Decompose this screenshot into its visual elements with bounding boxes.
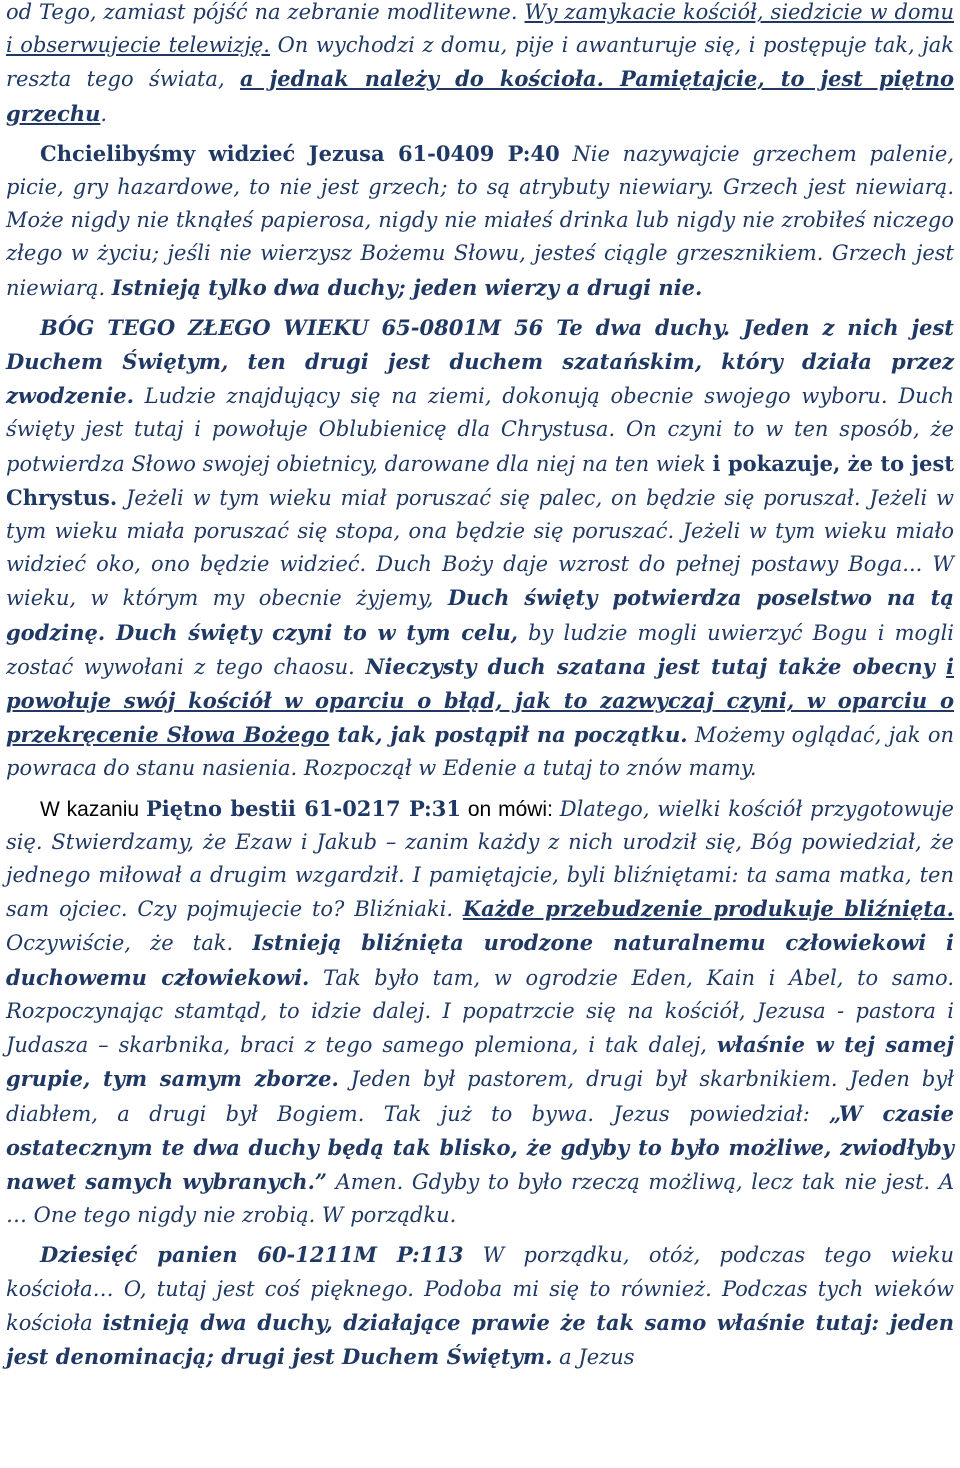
p2-reference: Chcielibyśmy widzieć Jezusa 61-0409 P:40 [40, 140, 560, 166]
p3-underlined-1: i powołuje swój kościół w oparciu o błąd, jak to zazwyczaj czyni, w oparciu o przekręcenie Słowa Bożego [6, 653, 954, 748]
p4-text-3: Tak było tam, w ogrodzie Eden, Kain i Abel, to samo. Rozpoczynając stamtąd, to idzie dalej. I popatrzcie się na kościół, Jezusa - pastora i Judasza – skarbnika, braci z tego samego plemiona, i tak dalej, [6, 965, 954, 1058]
p3-bold-4: Duch święty potwierdza poselstwo na tą godzinę. Duch święty czyni to w tym celu, [6, 585, 954, 645]
p5-bold-1: istnieją dwa duchy, działające prawie że tak samo właśnie tutaj: jeden jest denominacją; drugi jest Duchem Świętym. [6, 1309, 954, 1369]
p5-reference: Dziesięć panien 60-1211M P:113 [40, 1242, 464, 1268]
paragraph-5 [6, 1238, 954, 1374]
p3-text-2: Jeżeli w tym wieku miał poruszać się palec, on będzie się poruszał. Jeżeli w tym wieku miała poruszać się stopa, ona będzie się poruszać. Jeżeli w tym wieku miało widzieć oko, ono będzie widzieć. Duch Boży daje wzrost do pełnej postawy Boga... W wieku, w którym my obecnie żyjemy, [6, 485, 954, 611]
p3-reference: BÓG TEGO ZŁEGO WIEKU 65-0801M 56 [40, 314, 544, 340]
p3-text-3: by ludzie mogli uwierzyć Bogu i mogli zostać wywołani z tego chaosu. [6, 620, 955, 679]
paragraph-4 [6, 792, 954, 1233]
p4-bold-1: Istnieją bliźnięta urodzone naturalnemu człowiekowi i duchowemu człowiekowi. [6, 930, 954, 990]
p2-text-1: Nie nazywajcie grzechem palenie, picie, gry hazardowe, to nie jest grzech; to są atrybuty niewiary. Grzech jest niewiarą. Może nigdy nie tknąłeś papierosa, nigdy nie miałeś drinka lub nigdy nie zrobiłeś niczego złego w życiu; jeśli nie wierzysz Bożemu Słowu, jesteś ciągle grzesznikiem. Grzech jest niewiarą. [6, 141, 954, 300]
p3-bold-2: Jeden z nich jest Duchem Świętym, ten drugi jest duchem szatańskim, który działa przez zwodzenie. [6, 314, 954, 409]
p3-text-1: Ludzie znajdujący się na ziemi, dokonują obecnie swojego wyboru. Duch święty jest tutaj i powołuje Oblubienicę dla Chrystusa. On czyni to w ten sposób, że potwierdza Słowo swojej obietnicy, darowane dla niej na ten wiek [6, 384, 954, 476]
p4-bold-2: właśnie w tej samej grupie, tym samym zborze. [6, 1032, 954, 1092]
p4-intro-2: on mówi: [461, 797, 560, 821]
paragraph-1 [6, 0, 954, 131]
p4-intro: W kazaniu [40, 797, 146, 821]
p1-text-3: . [100, 101, 108, 126]
p4-text-5: Amen. Gdyby to było rzeczą możliwą, lecz tak nie jest. A … One tego nigdy nie zrobią. W porządku. [6, 1169, 955, 1228]
p5-text-2: a Jezus [552, 1344, 635, 1369]
p1-text-1: od Tego, zamiast pójść na zebranie modlitewne. [6, 0, 525, 24]
p3-bold-6: tak, jak postąpił na początku. [329, 722, 688, 748]
p4-reference: Piętno bestii 61-0217 P:31 [145, 795, 461, 821]
p3-bold-1: Te dwa duchy. [543, 314, 743, 340]
p3-bold-3: i pokazuje, że to jest Chrystus. [6, 450, 955, 510]
p4-text-4: Jeden był pastorem, drugi był skarbnikiem. Jeden był diabłem, a drugi był Bogiem. Tak już to bywa. Jezus powiedział: [6, 1067, 954, 1126]
paragraph-2 [6, 137, 954, 305]
p4-text-2: Oczywiście, że tak. [6, 931, 253, 956]
p5-text-1: W porządku, otóż, podczas tego wieku kościoła… O, tutaj jest coś pięknego. Podoba mi się to również. Podczas tych wieków kościoła [6, 1243, 954, 1335]
p4-text-1: Dlatego, wielki kościół przygotowuje się. Stwierdzamy, że Ezaw i Jakub – zanim każdy z nich urodził się, Bóg powiedział, że jednego miłował a drugim wzgardził. I pamiętajcie, byli bliźniętami: ta sama matka, ten sam ojciec. Czy pojmujecie to? Bliźniaki. [6, 796, 954, 922]
p3-bold-5: Nieczysty duch szatana jest tutaj także obecny [365, 653, 947, 679]
p1-text-2: On wychodzi z domu, pije i awanturuje się, i postępuje tak, jak reszta tego świata, [6, 33, 955, 92]
p4-bold-3: „W czasie ostatecznym te dwa duchy będą tak blisko, że gdyby to było możliwe, zwiodłyby nawet samych wybranych.” [6, 1100, 954, 1194]
p1-underlined-1: Wy zamykacie kościół, siedzicie w domu i obserwujecie telewizję. [6, 0, 954, 58]
p2-bold-1: Istnieją tylko dwa duchy; jeden wierzy a drugi nie. [111, 274, 703, 300]
p3-text-4: Możemy oglądać, jak on powraca do stanu nasienia. Rozpoczął w Edenie a tutaj to znów mamy. [6, 723, 954, 781]
p1-underlined-2: a jednak należy do kościoła. Pamiętajcie, to jest piętno grzechu [6, 66, 954, 126]
p4-underlined-1: Każde przebudzenie produkuje bliźnięta. [462, 896, 954, 922]
paragraph-3 [6, 311, 954, 786]
